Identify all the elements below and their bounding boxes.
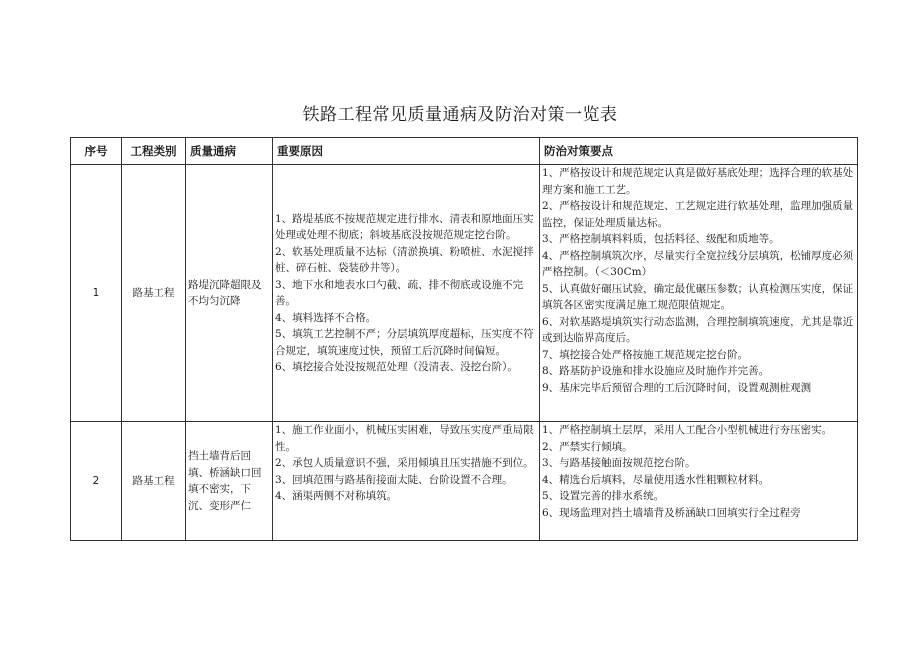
defects-table <box>70 137 858 541</box>
cause-item: 5、填筑工艺控制不严；分层填筑厚度超标，压实度不符合规定，填筑速度过快，预留工后沉降时间偏短。 <box>275 328 534 357</box>
cause-item: 2、承包人质量意识不强，采用倾填且压实措施不到位。 <box>275 457 534 469</box>
cause-item: 4、填料选择不合格。 <box>275 311 377 324</box>
measure-item: 1、严格控制填土层厚，采用人工配合小型机械进行夯压密实。 <box>542 424 833 436</box>
measure-item: 6、对软基路堤填筑实行动态监测，合理控制填筑速度，尤其是靠近或到达临界高度后。 <box>542 315 854 344</box>
cause-item: 3、地下水和地表水口勺截、疏、排不彻底或设施不完善。 <box>275 278 524 307</box>
row-defect: 路堤沉降超限及不均匀沉降 <box>186 165 273 422</box>
table-header-row <box>71 138 858 165</box>
measure-item: 1、严格按设计和规范规定认真是做好基底处理；选择合理的软基处理方案和施工工艺。 <box>542 167 854 196</box>
measure-item: 4、严格控制填筑次序，尽量实行全宽拉线分层填筑，松铺厚度必须严格控制。（＜30Cm） <box>542 249 854 278</box>
cause-item: 1、路堤基底不按规范规定进行排水、清表和原地面压实处理或处理不彻底；斜坡基底没按规范规定挖台阶。 <box>275 212 534 241</box>
measure-item: 9、基床完毕后预留合理的工后沉降时间，设置观测桩观测 <box>542 381 812 394</box>
cause-item: 3、回填范围与路基衔接面太陡、台阶设置不合理。 <box>275 473 513 486</box>
page-title: 铁路工程常见质量通病及防治对策一览表 <box>302 105 618 125</box>
measure-item: 4、精选台后填料，尽量使用透水性粗颗粒材料。 <box>542 473 770 486</box>
measure-item: 8、路基防护设施和排水设施应及时施作并完善。 <box>542 365 770 377</box>
header-defect: 质量通病 <box>186 138 273 165</box>
row-causes <box>273 422 540 541</box>
row-measures <box>540 422 858 541</box>
header-no: 序号 <box>71 138 122 165</box>
measure-item: 6、现场监理对挡土墙墙背及桥涵缺口回填实行全过程旁 <box>542 506 801 519</box>
row-causes <box>273 165 540 422</box>
cause-item: 6、填挖接合处没按规范处理（没清表、没挖台阶）。 <box>275 361 518 373</box>
row-category: 路基工程 <box>122 422 186 541</box>
measure-item: 5、认真做好碾压试验，确定最优碾压参数；认真检测压实度，保证填筑各区密实度满足施工规范限值规定。 <box>542 282 854 311</box>
measure-item: 2、严禁实行倾填。 <box>542 440 633 453</box>
cause-item: 1、施工作业面小，机械压实困难，导致压实度严重局限性。 <box>275 424 534 453</box>
cause-item: 2、软基处理质量不达标（清淤换填、粉喷桩、水泥搅拌桩、碎石桩、袋装砂井等）。 <box>275 245 534 274</box>
row-category: 路基工程 <box>122 165 186 422</box>
table-row <box>71 422 858 541</box>
measure-item: 7、填挖接合处严格按施工规范规定挖台阶。 <box>542 348 749 361</box>
table-row <box>71 165 858 422</box>
measure-item: 3、与路基接触面按规范挖台阶。 <box>542 457 696 469</box>
measure-item: 5、设置完善的排水系统。 <box>542 490 665 502</box>
header-cause: 重要原因 <box>273 138 540 165</box>
cause-item: 4、涵渠两侧不对称填筑。 <box>275 490 398 502</box>
row-measures <box>540 165 858 422</box>
header-measure: 防治对策要点 <box>540 138 858 165</box>
row-no: 1 <box>71 165 122 422</box>
row-no: 2 <box>71 422 122 541</box>
measure-item: 3、严格控制填料料质，包括料径、级配和质地等。 <box>542 233 780 245</box>
header-category: 工程类别 <box>122 138 186 165</box>
row-defect: 挡土墙背后回填、桥涵缺口回填不密实，下沉、变形严仁 <box>186 422 273 541</box>
measure-item: 2、严格按设计和规范规定、工艺规定进行软基处理，监理加强质量监控，保证处理质量达标。 <box>542 200 854 229</box>
